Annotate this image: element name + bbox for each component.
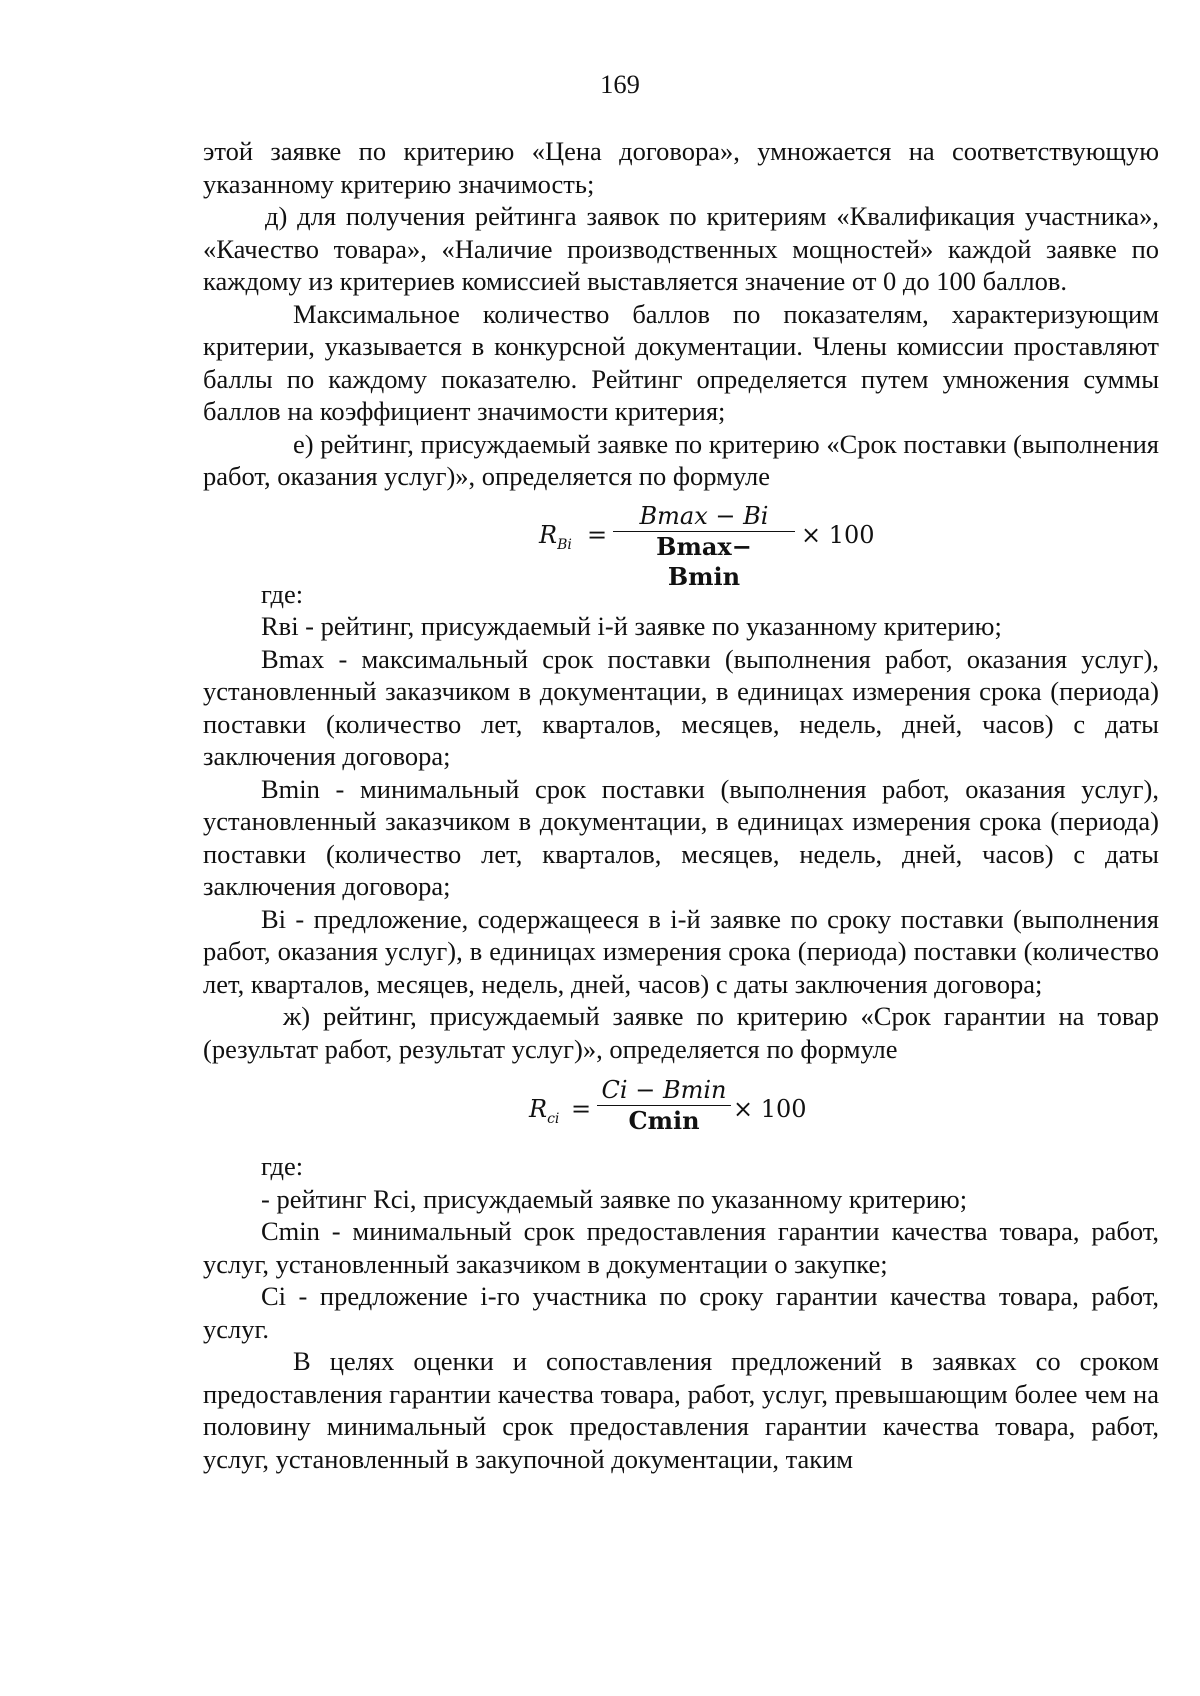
formula-denominator: Cmin bbox=[597, 1105, 731, 1136]
formula-multiplier: × 100 bbox=[801, 520, 875, 549]
where-label: где: bbox=[261, 1151, 304, 1181]
formula-lhs: $R_{ci}$ bbox=[529, 1095, 560, 1127]
paragraph-evaluation: В целях оценки и сопоставления предложений в заявках со сроком предоставления гарантии качества товара, работ, услуг, превышающим более чем на половину минимальный срок предоставления гарантии качества товара, работ, услуг, установленный в закупочной документации, таким bbox=[203, 1346, 1159, 1474]
formula-warranty-rating bbox=[203, 1065, 1159, 1150]
paragraph-item-e: е) рейтинг, присуждаемый заявке по критерию «Срок поставки (выполнения работ, оказания услуг)», определяется по формуле bbox=[203, 428, 1159, 491]
formula-denominator: Bmax− Bmin bbox=[613, 531, 795, 592]
definition-bmax: Вmax - максимальный срок поставки (выполнения работ, оказания услуг), установленный заказчиком в документации, в единицах измерения срока (периода) поставки (количество лет, кварталов, месяцев, недель, дней, часов) с даты заключения договора; bbox=[203, 643, 1159, 771]
formula-fraction bbox=[613, 501, 795, 592]
formula-delivery-rating bbox=[203, 493, 1159, 591]
page-number: 169 bbox=[600, 69, 640, 99]
formula-equals: = bbox=[587, 520, 608, 549]
where-label: где: bbox=[261, 578, 304, 609]
definition-ci: Ci - предложение i-го участника по сроку гарантии качества товара, работ, услуг. bbox=[203, 1281, 1159, 1344]
formula-lhs: $R_{Bi}$ bbox=[539, 520, 572, 553]
paragraph-max-score: Максимальное количество баллов по показателям, характеризующим критерии, указывается в конкурсной документации. Члены комиссии проставляют баллы по каждому показателю. Рейтинг определяется путем умножения суммы баллов на коэффициент значимости критерия; bbox=[203, 298, 1159, 426]
formula-numerator: Bmax − Bi bbox=[639, 501, 769, 530]
formula-fraction bbox=[597, 1075, 731, 1136]
paragraph-continuation: этой заявке по критерию «Цена договора», умножается на соответствующую указанному критерию значимость; bbox=[203, 136, 1159, 199]
paragraph-item-d: д) для получения рейтинга заявок по критериям «Квалификация участника», «Качество товара», «Наличие производственных мощностей» каждой заявке по каждому из критериев комиссией выставляется значение от 0 до 100 баллов. bbox=[203, 201, 1159, 296]
definition-rbi: Rвi - рейтинг, присуждаемый i-й заявке по указанному критерию; bbox=[261, 611, 1002, 641]
definition-bi: Вi - предложение, содержащееся в i-й заявке по сроку поставки (выполнения работ, оказания услуг), в единицах измерения срока (периода) поставки (количество лет, кварталов, месяцев, недель, дней, часов) с даты заключения договора; bbox=[203, 903, 1159, 999]
page-body bbox=[203, 135, 1159, 1475]
paragraph-item-zh: ж) рейтинг, присуждаемый заявке по критерию «Срок гарантии на товар (результат работ, результат услуг)», определяется по формуле bbox=[203, 1001, 1159, 1064]
definition-cmin: Cmin - минимальный срок предоставления гарантии качества товара, работ, услуг, установленный заказчиком в документации о закупке; bbox=[203, 1216, 1159, 1279]
formula-numerator: Ci − Bmin bbox=[601, 1076, 727, 1104]
formula-multiplier: × 100 bbox=[733, 1095, 807, 1123]
definition-bmin: Вmin - минимальный срок поставки (выполнения работ, оказания услуг), установленный заказчиком в документации, в единицах измерения срока (периода) поставки (количество лет, кварталов, месяцев, недель, дней, часов) с даты заключения договора; bbox=[203, 773, 1159, 901]
formula-equals: = bbox=[571, 1095, 592, 1123]
definition-rci: - рейтинг Rci, присуждаемый заявке по указанному критерию; bbox=[261, 1183, 968, 1214]
